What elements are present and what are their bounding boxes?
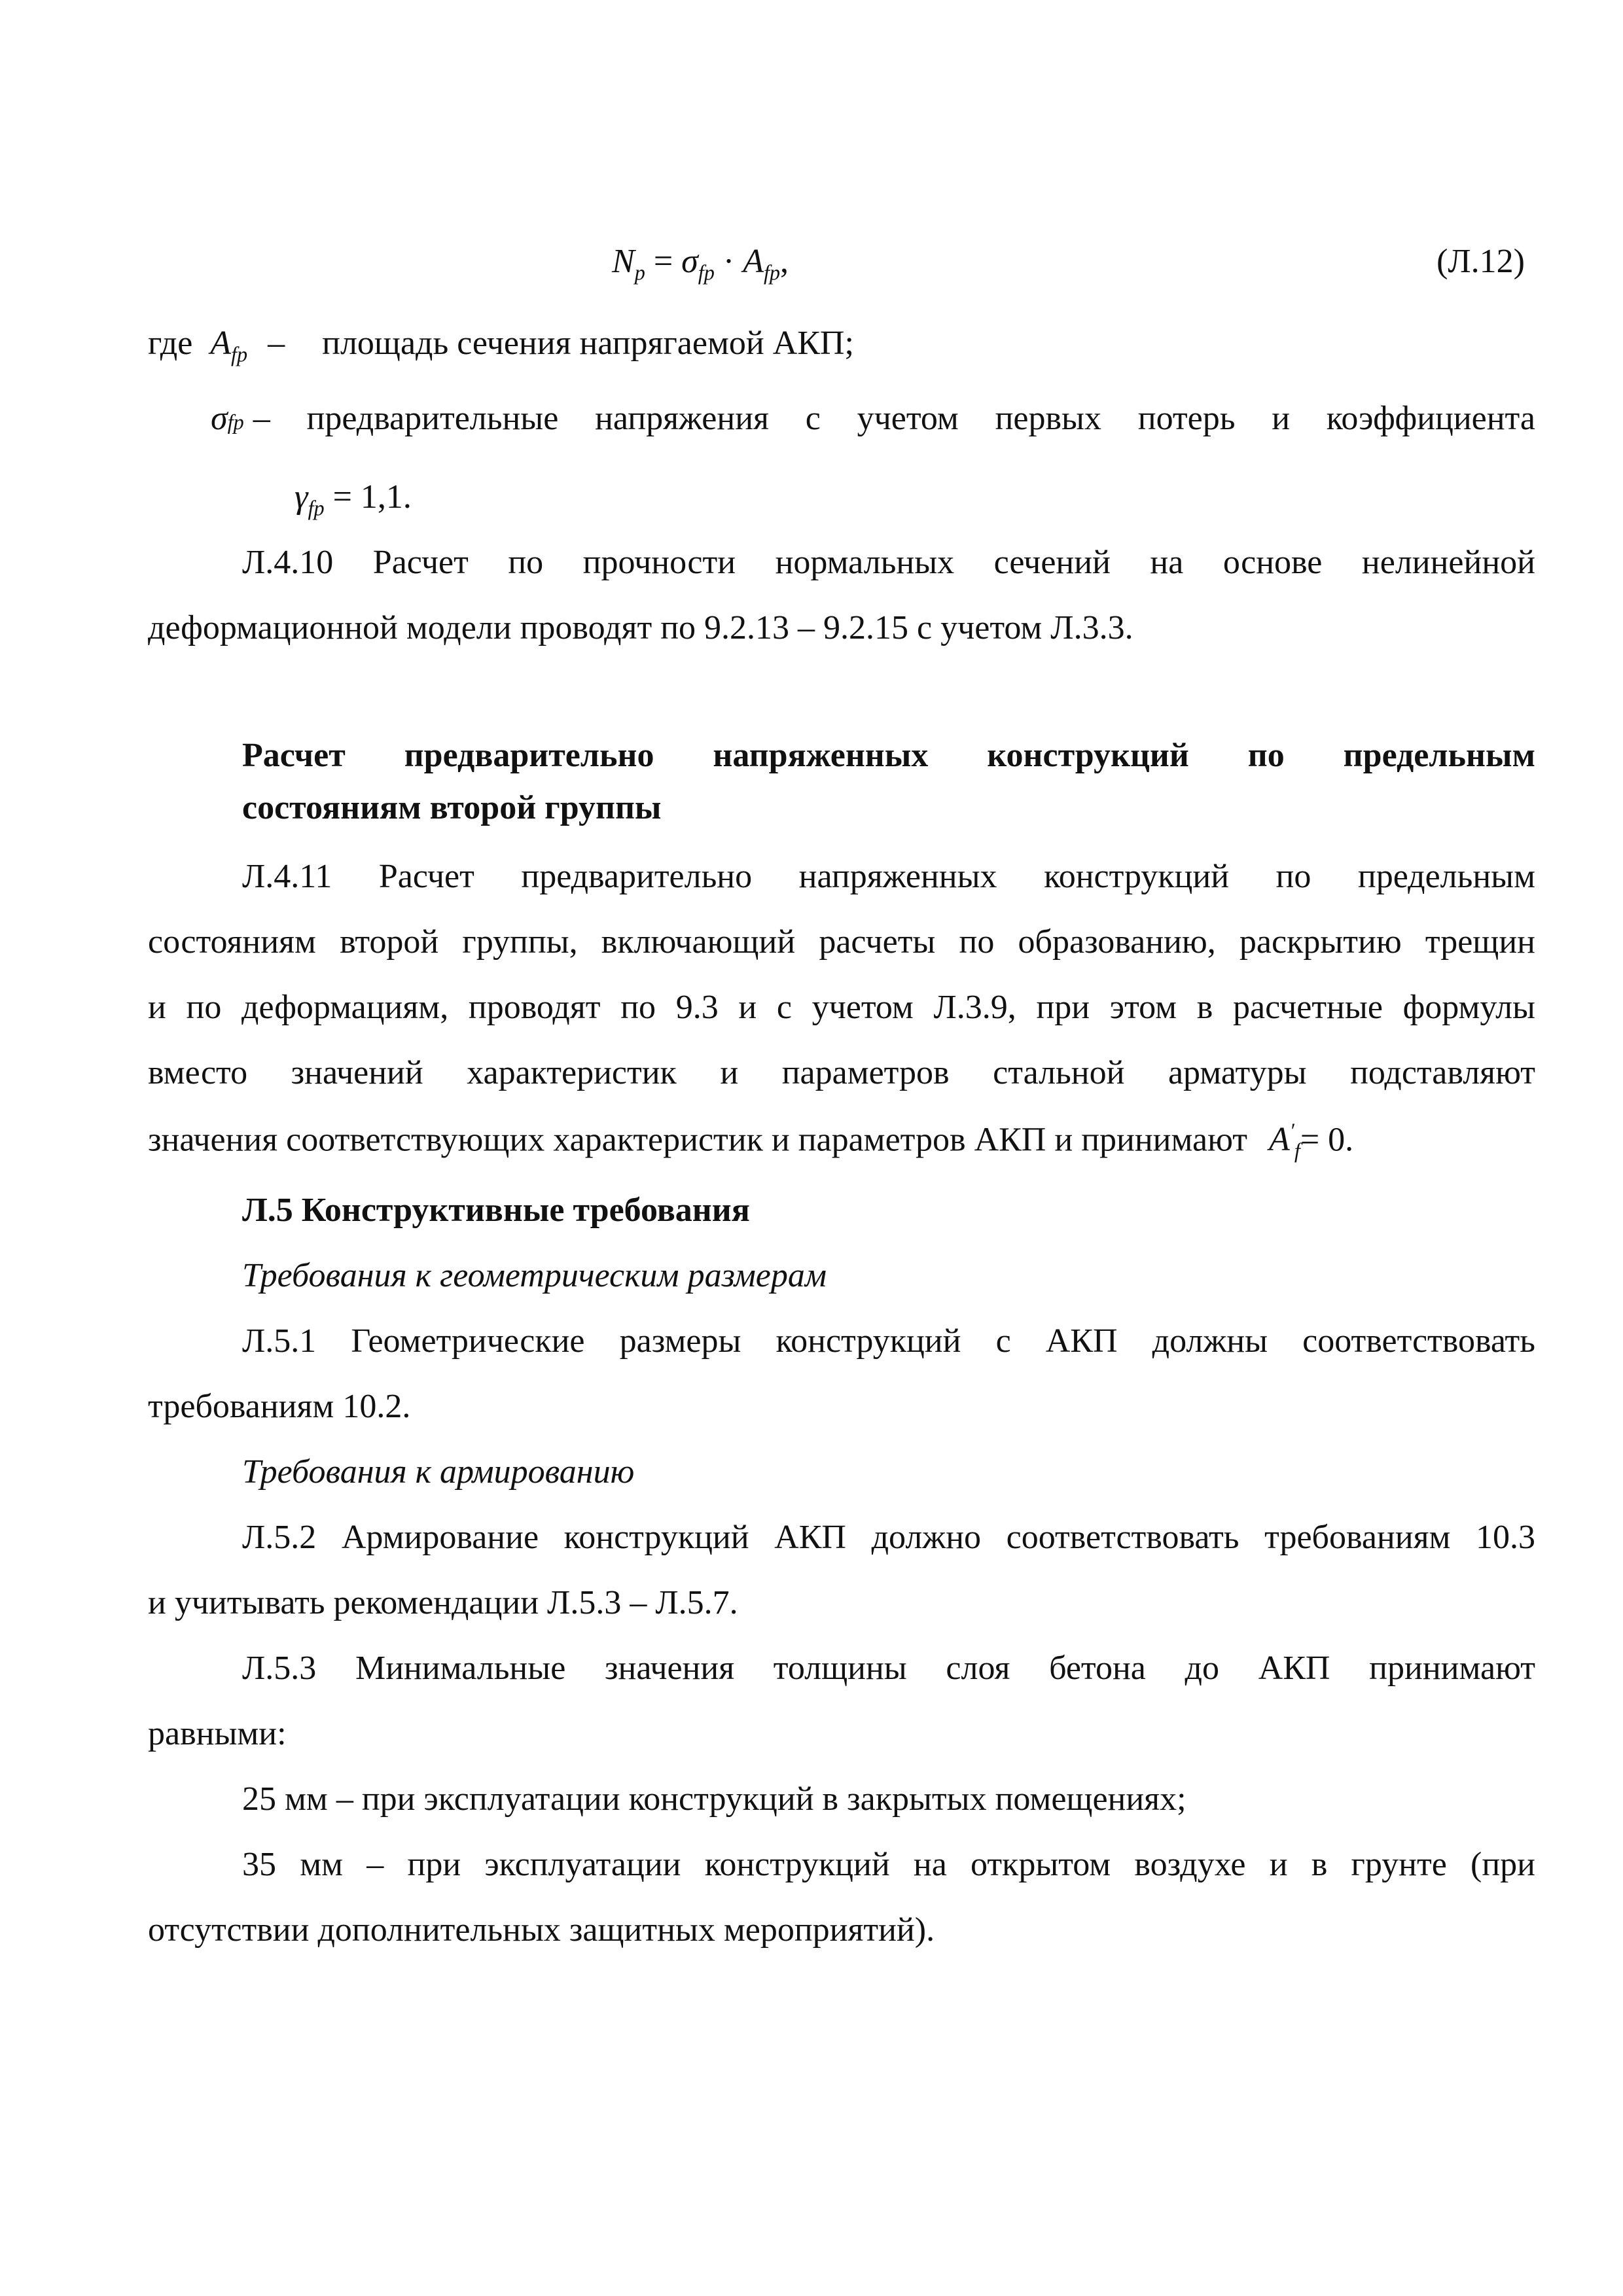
paragraph-l4-11-line1: Л.4.11 Расчет предварительно напряженных конструкций по предельным bbox=[242, 858, 1535, 895]
af-subscript: f bbox=[1294, 1139, 1300, 1163]
subheading-geometry: Требования к геометрическим размерам bbox=[242, 1257, 827, 1294]
paragraph-l5-1-line1: Л.5.1 Геометрические размеры конструкций с АКП должны соответствовать bbox=[242, 1322, 1535, 1360]
formula-equals: = bbox=[653, 243, 673, 280]
formula-multiply-dot: · bbox=[722, 243, 735, 280]
heading-second-group-line1: Расчет предварительно напряженных конструкций по предельным bbox=[242, 737, 1535, 774]
sigma-symbol: σ bbox=[211, 400, 228, 437]
sigma-definition: σ fp – предварительные напряжения с учетом первых потерь и коэффициента bbox=[211, 400, 1535, 437]
paragraph-l4-11-line2: состояниям второй группы, включающий расчеты по образованию, раскрытию трещин bbox=[148, 923, 1535, 961]
formula-lhs-symbol: N bbox=[612, 243, 635, 280]
formula-sigma-symbol: σ bbox=[681, 243, 698, 280]
gamma-value: = 1,1. bbox=[332, 478, 412, 516]
where-a-symbol: A bbox=[210, 325, 232, 362]
list-item-35mm-line1: 35 мм – при эксплуатации конструкций на открытом воздухе и в грунте (при bbox=[242, 1846, 1535, 1883]
formula-number: (Л.12) bbox=[1436, 243, 1525, 280]
where-a-subscript: fp bbox=[231, 342, 248, 366]
gamma-definition bbox=[294, 478, 412, 520]
heading-second-group-line2: состояниям второй группы bbox=[242, 789, 662, 826]
paragraph-l4-11-line5-text: значения соответствующих характеристик и параметров АКП и принимают bbox=[148, 1121, 1248, 1159]
list-item-25mm: 25 мм – при эксплуатации конструкций в закрытых помещениях; bbox=[242, 1780, 1186, 1818]
where-dash: – bbox=[268, 325, 285, 362]
paragraph-l4-11-line3: и по деформациям, проводят по 9.3 и с учетом Л.3.9, при этом в расчетные формулы bbox=[148, 989, 1535, 1026]
list-item-35mm-line2: отсутствии дополнительных защитных мероприятий). bbox=[148, 1911, 935, 1949]
formula-a-subscript: fp bbox=[763, 260, 781, 285]
formula-l12 bbox=[612, 242, 789, 285]
paragraph-l5-2-line1: Л.5.2 Армирование конструкций АКП должно соответствовать требованиям 10.3 bbox=[242, 1519, 1535, 1556]
gamma-symbol: γ bbox=[294, 478, 308, 516]
sigma-definition-text: – предварительные напряжения с учетом первых потерь и коэффициента bbox=[253, 400, 1535, 437]
paragraph-l5-3-line2: равными: bbox=[148, 1715, 287, 1752]
paragraph-l5-3-line1: Л.5.3 Минимальные значения толщины слоя бетона до АКП принимают bbox=[242, 1650, 1535, 1687]
af-prime: ′ bbox=[1289, 1119, 1294, 1142]
subheading-reinforcement: Требования к армированию bbox=[242, 1453, 635, 1491]
formula-a-symbol: A bbox=[743, 243, 764, 280]
af-symbol: A bbox=[1269, 1121, 1290, 1159]
paragraph-l4-11-line4: вместо значений характеристик и параметров стальной арматуры подставляют bbox=[148, 1054, 1535, 1091]
paragraph-l4-10-line1: Л.4.10 Расчет по прочности нормальных сечений на основе нелинейной bbox=[242, 544, 1535, 581]
gamma-subscript: fp bbox=[308, 496, 325, 520]
formula-lhs-subscript: p bbox=[634, 260, 645, 285]
paragraph-l4-11-line5 bbox=[148, 1119, 1354, 1163]
paragraph-l5-1-line2: требованиям 10.2. bbox=[148, 1388, 411, 1425]
where-prefix: где bbox=[148, 325, 193, 362]
af-value: = 0. bbox=[1300, 1121, 1354, 1159]
section-l5-title: Л.5 Конструктивные требования bbox=[242, 1192, 750, 1229]
where-text: площадь сечения напрягаемой АКП; bbox=[322, 325, 854, 362]
paragraph-l4-10-line2: деформационной модели проводят по 9.2.13 – 9.2.15 с учетом Л.3.3. bbox=[148, 609, 1133, 646]
formula-sigma-subscript: fp bbox=[698, 260, 715, 285]
paragraph-l5-2-line2: и учитывать рекомендации Л.5.3 – Л.5.7. bbox=[148, 1584, 738, 1621]
where-line bbox=[148, 324, 854, 366]
formula-trailing-comma: , bbox=[780, 243, 789, 280]
